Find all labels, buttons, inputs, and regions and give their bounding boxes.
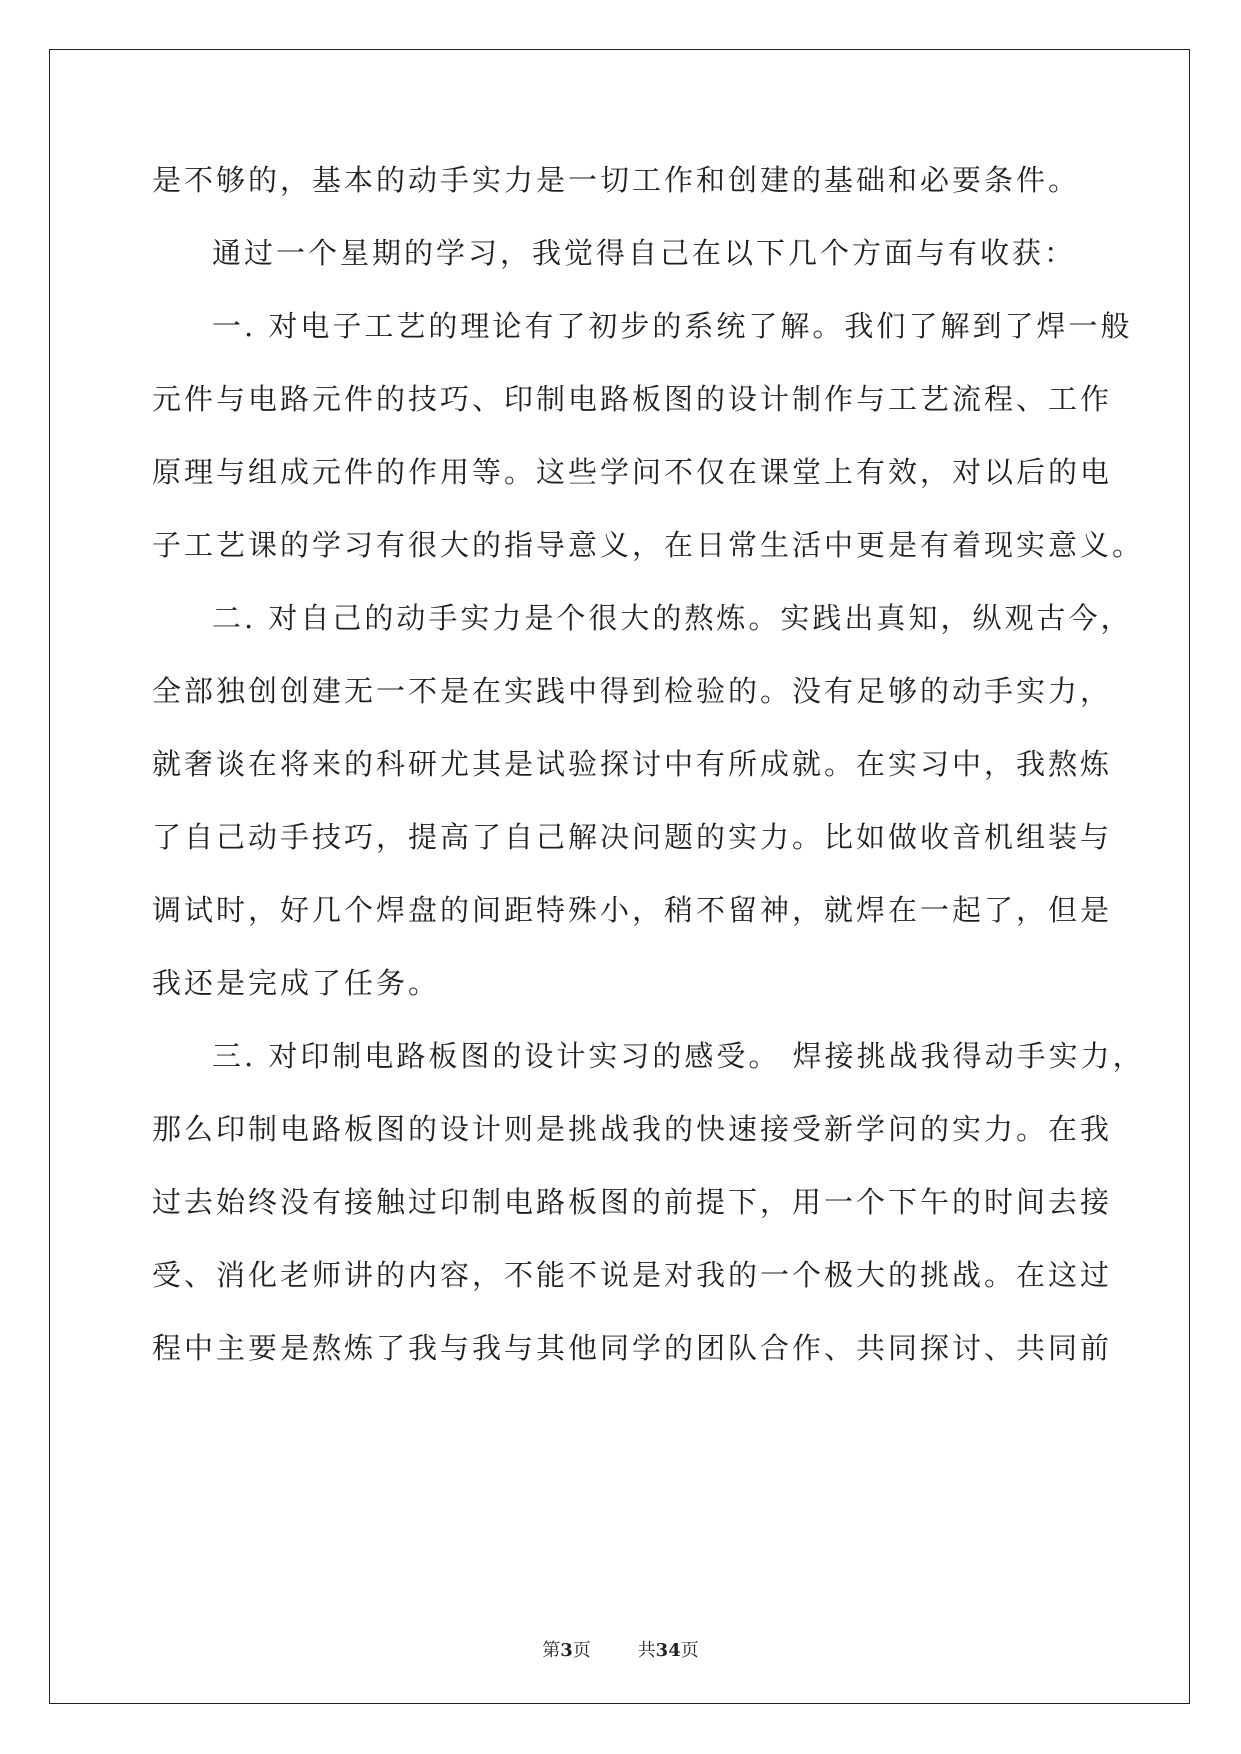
- page-footer: [0, 1636, 1241, 1662]
- text-line: 通过一个星期的学习，我觉得自己在以下几个方面与有收获：: [212, 236, 1077, 270]
- text-line: 了自己动手技巧，提高了自己解决问题的实力。比如做收音机组装与: [152, 820, 1113, 854]
- text-line: 我还是完成了任务。: [152, 966, 441, 1000]
- text-line: 是不够的，基本的动手实力是一切工作和创建的基础和必要条件。: [152, 163, 1081, 197]
- total-pages: 34: [655, 1640, 681, 1661]
- total-suffix: 页: [680, 1640, 699, 1661]
- page-number: 3: [560, 1640, 573, 1661]
- text-line: 受、消化老师讲的内容，不能不说是对我的一个极大的挑战。在这过: [152, 1258, 1113, 1292]
- text-line: 子工艺课的学习有很大的指导意义，在日常生活中更是有着现实意义。: [152, 528, 1145, 562]
- text-line: 原理与组成元件的作用等。这些学问不仅在课堂上有效，对以后的电: [152, 455, 1113, 489]
- text-line: 二. 对自己的动手实力是个很大的熬炼。实践出真知，纵观古今，: [212, 601, 1133, 635]
- text-line: 那么印制电路板图的设计则是挑战我的快速接受新学问的实力。在我: [152, 1112, 1113, 1146]
- page-border: [49, 49, 1190, 1704]
- text-line: 元件与电路元件的技巧、印制电路板图的设计制作与工艺流程、工作: [152, 382, 1113, 416]
- total-prefix: 共: [637, 1640, 656, 1661]
- page-suffix: 页: [572, 1640, 591, 1661]
- page-prefix: 第: [542, 1640, 561, 1661]
- text-line: 三. 对印制电路板图的设计实习的感受。 焊接挑战我得动手实力，: [212, 1039, 1145, 1073]
- text-line: 调试时，好几个焊盘的间距特殊小，稍不留神，就焊在一起了，但是: [152, 893, 1113, 927]
- text-line: 全部独创创建无一不是在实践中得到检验的。没有足够的动手实力，: [152, 674, 1113, 708]
- text-line: 一. 对电子工艺的理论有了初步的系统了解。我们了解到了焊一般: [212, 309, 1133, 343]
- text-line: 过去始终没有接触过印制电路板图的前提下，用一个下午的时间去接: [152, 1185, 1113, 1219]
- text-line: 就奢谈在将来的科研尤其是试验探讨中有所成就。在实习中，我熬炼: [152, 747, 1113, 781]
- text-line: 程中主要是熬炼了我与我与其他同学的团队合作、共同探讨、共同前: [152, 1331, 1113, 1365]
